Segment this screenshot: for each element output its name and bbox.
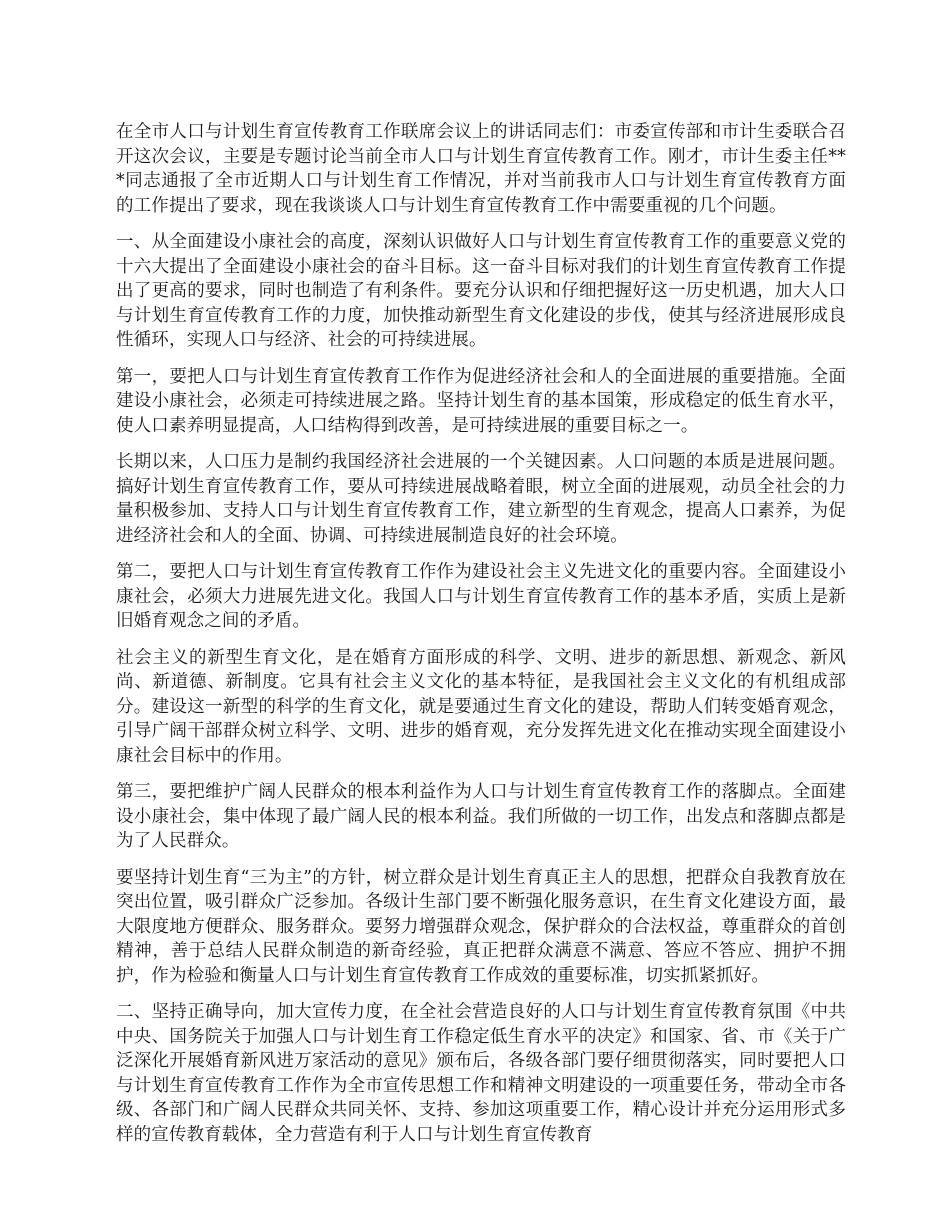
paragraph-intro: 在全市人口与计划生育宣传教育工作联席会议上的讲话同志们：市委宣传部和市计生委联合召开这次会议，主要是专题讨论当前全市人口与计划生育宣传教育工作。刚才，市计生委主任***同志通报了全市近期人口与计划生育工作情况，并对当前我市人口与计划生育宣传教育方面的工作提出了要求，现在我谈谈人口与计划生育宣传教育工作中需要重视的几个问题。 bbox=[116, 122, 846, 216]
paragraph-population-pressure: 长期以来，人口压力是制约我国经济社会进展的一个关键因素。人口问题的本质是进展问题。搞好计划生育宣传教育工作，要从可持续进展战略着眼，树立全面的进展观，动员全社会的力量积极参加、支持人口与计划生育宣传教育工作，建立新型的生育观念，提高人口素养，为促进经济社会和人的全面、协调、可持续进展制造良好的社会环境。 bbox=[116, 452, 846, 546]
paragraph-point-two: 第二，要把人口与计划生育宣传教育工作作为建设社会主义先进文化的重要内容。全面建设小康社会，必须大力进展先进文化。我国人口与计划生育宣传教育工作的基本矛盾，实质上是新旧婚育观念之间的矛盾。 bbox=[116, 562, 846, 631]
paragraph-birth-culture: 社会主义的新型生育文化，是在婚育方面形成的科学、文明、进步的新思想、新观念、新风尚、新道德、新制度。它具有社会主义文化的基本特征，是我国社会主义文化的有机组成部分。建设这一新型的科学的生育文化，就是要通过生育文化的建设，帮助人们转变婚育观念，引导广阔干部群众树立科学、文明、进步的婚育观，充分发挥先进文化在推动实现全面建设小康社会目标中的作用。 bbox=[116, 647, 846, 766]
paragraph-point-three: 第三，要把维护广阔人民群众的根本利益作为人口与计划生育宣传教育工作的落脚点。全面建设小康社会，集中体现了最广阔人民的根本利益。我们所做的一切工作，出发点和落脚点都是为了人民群众。 bbox=[116, 782, 846, 851]
document-body bbox=[116, 120, 846, 1159]
paragraph-point-one: 第一，要把人口与计划生育宣传教育工作作为促进经济社会和人的全面进展的重要措施。全面建设小康社会，必须走可持续进展之路。坚持计划生育的基本国策，形成稳定的低生育水平，使人口素养明显提高，人口结构得到改善，是可持续进展的重要目标之一。 bbox=[116, 366, 846, 436]
paragraph-section-one: 一、从全面建设小康社会的高度，深刻认识做好人口与计划生育宣传教育工作的重要意义党的十六大提出了全面建设小康社会的奋斗目标。这一奋斗目标对我们的计划生育宣传教育工作提出了更高的要求，同时也制造了有利条件。要充分认识和仔细把握好这一历史机遇，加大人口与计划生育宣传教育工作的力度，加快推动新型生育文化建设的步伐，使其与经济进展形成良性循环，实现人口与经济、社会的可持续进展。 bbox=[116, 232, 846, 350]
paragraph-three-principles: 要坚持计划生育“三为主”的方针，树立群众是计划生育真正主人的思想，把群众自我教育放在突出位置，吸引群众广泛参加。各级计生部门要不断强化服务意识，在生育文化建设方面，最大限度地方便群众、服务群众。要努力增强群众观念，保护群众的合法权益，尊重群众的首创精神，善于总结人民群众制造的新奇经验，真正把群众满意不满意、答应不答应、拥护不拥护，作为检验和衡量人口与计划生育宣传教育工作成效的重要标准，切实抓紧抓好。 bbox=[116, 867, 846, 986]
paragraph-section-two: 二、坚持正确导向，加大宣传力度，在全社会营造良好的人口与计划生育宣传教育氛围《中共中央、国务院关于加强人口与计划生育工作稳定低生育水平的决定》和国家、省、市《关于广泛深化开展婚育新风进万家活动的意见》颁布后，各级各部门要仔细贯彻落实，同时要把人口与计划生育宣传教育工作作为全市宣传思想工作和精神文明建设的一项重要任务，带动全市各级、各部门和广阔人民群众共同关怀、支持、参加这项重要工作，精心设计并充分运用形式多样的宣传教育载体，全力营造有利于人口与计划生育宣传教育 bbox=[116, 1002, 846, 1145]
